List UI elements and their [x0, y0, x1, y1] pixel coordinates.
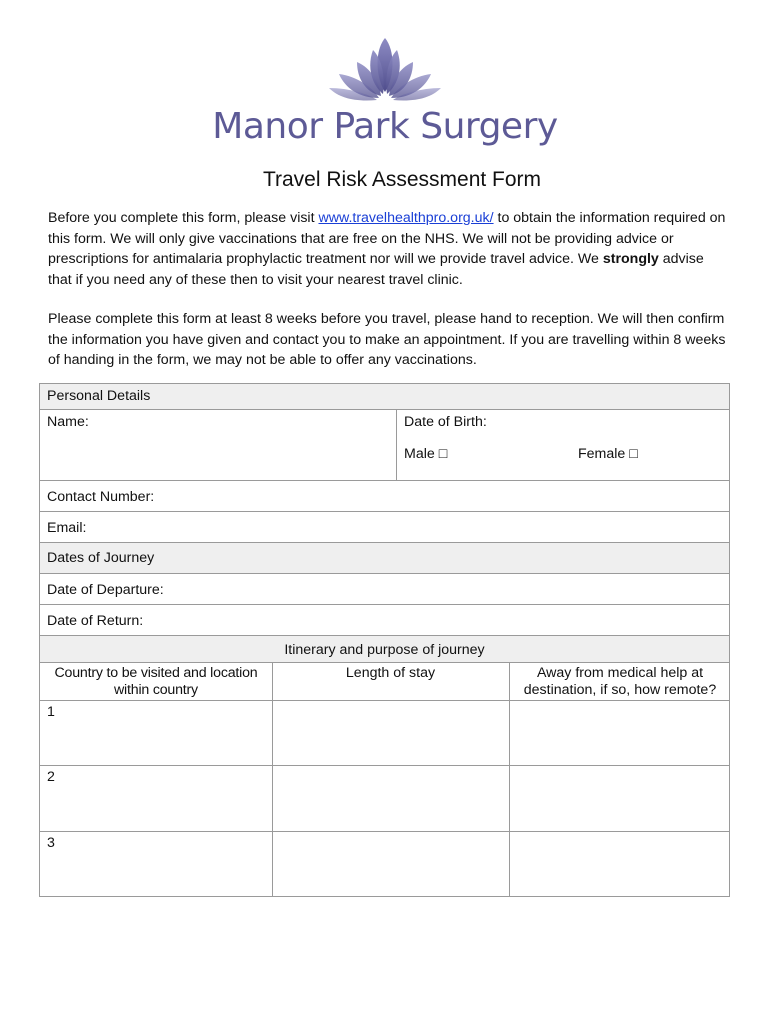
- travel-form-table: [39, 383, 730, 897]
- itinerary-heading: Itinerary and purpose of journey: [284, 642, 485, 658]
- departure-row: [40, 573, 729, 604]
- date-of-departure-field[interactable]: Date of Departure:: [47, 582, 164, 598]
- date-of-return-field[interactable]: Date of Return:: [47, 613, 144, 629]
- row-number: 3: [47, 835, 55, 851]
- itinerary-column-headers: [40, 662, 729, 700]
- email-row: [40, 511, 729, 542]
- name-field[interactable]: Name:: [47, 414, 89, 430]
- return-row: [40, 604, 729, 635]
- personal-details-heading-row: [40, 384, 729, 409]
- org-name: Manor Park Surgery: [212, 106, 558, 147]
- lotus-flower-icon: [325, 36, 445, 102]
- female-checkbox[interactable]: Female □: [578, 446, 638, 462]
- personal-details-heading: Personal Details: [47, 388, 151, 404]
- name-dob-row: [40, 409, 729, 480]
- dates-of-journey-heading: Dates of Journey: [47, 550, 155, 566]
- column-header-country: Country to be visited and location within country: [54, 665, 258, 698]
- intro-text: Before you complete this form, please visit: [48, 210, 319, 226]
- row-number: 2: [47, 769, 55, 785]
- intro-text: to obtain the information required on this form. We will only give vaccinations that are free on the NHS. We will not be providing advice or prescriptions for antimalaria prophylactic treatment nor will we provide travel advice. We: [48, 210, 726, 268]
- itinerary-heading-row: [40, 635, 729, 662]
- column-header-length: Length of stay: [345, 665, 436, 681]
- contact-row: [40, 480, 729, 511]
- intro-text: advise that if you need any of these then to visit your nearest travel clinic.: [48, 251, 704, 288]
- email-field[interactable]: Email:: [47, 520, 87, 536]
- itinerary-row: [40, 765, 729, 831]
- date-of-birth-field[interactable]: Date of Birth:: [404, 414, 487, 430]
- form-title: Travel Risk Assessment Form: [262, 168, 542, 191]
- column-header-remote: Away from medical help at destination, if so, how remote?: [523, 665, 717, 698]
- dates-heading-row: [40, 542, 729, 573]
- itinerary-row: [40, 831, 729, 896]
- intro-paragraph-1: [48, 208, 728, 290]
- itinerary-row: [40, 700, 729, 765]
- row-number: 1: [47, 704, 55, 720]
- intro-emphasis: strongly: [602, 251, 659, 268]
- contact-number-field[interactable]: Contact Number:: [47, 489, 155, 505]
- travelhealthpro-link[interactable]: www.travelhealthpro.org.uk/: [318, 210, 494, 226]
- male-checkbox[interactable]: Male □: [404, 446, 448, 462]
- logo: [0, 36, 770, 102]
- intro-paragraph-2: Please complete this form at least 8 weeks before you travel, please hand to reception. We will then confirm the information you have given and contact you to make an appointment. If you are travelling within 8 weeks of handing in the form, we may not be able to offer any vaccinations.: [48, 311, 726, 369]
